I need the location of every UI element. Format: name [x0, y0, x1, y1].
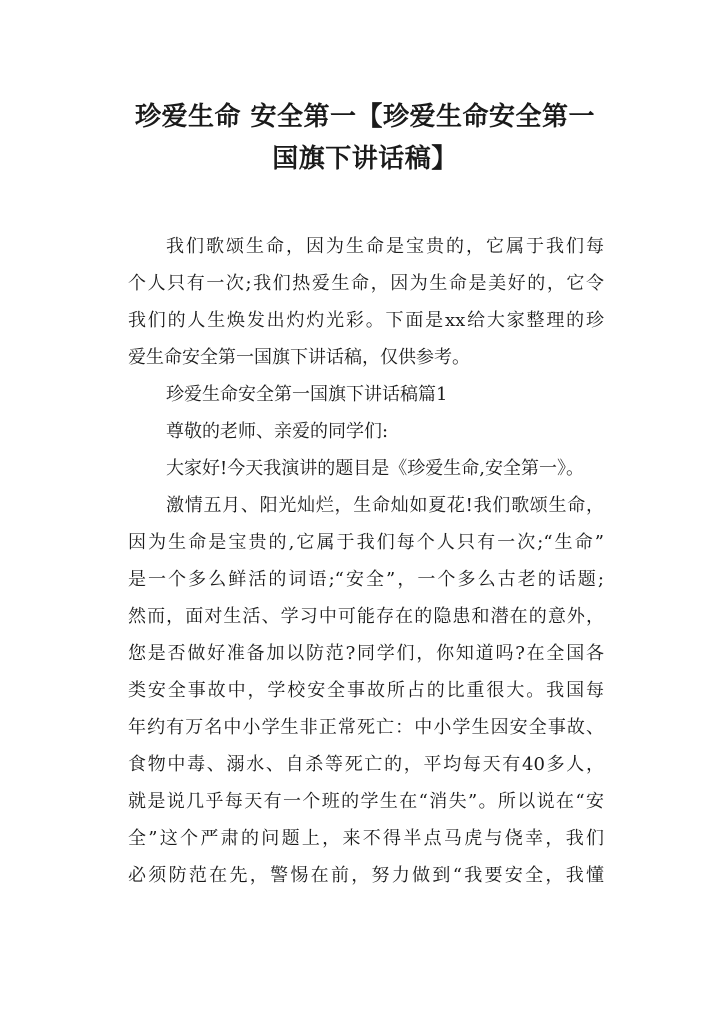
paragraph-line: 我们歌颂生命，因为生命是宝贵的，它属于我们每 [166, 236, 604, 257]
paragraph-line: 食物中毒、溺水、自杀等死亡的，平均每天有40多人， [128, 754, 604, 775]
paragraph-line: 是一个多么鲜活的词语;“安全”，一个多么古老的话题; [128, 569, 604, 590]
paragraph-line: 个人只有一次;我们热爱生命，因为生命是美好的，它令 [128, 273, 604, 294]
paragraph-line: 激情五月、阳光灿烂，生命灿如夏花!我们歌颂生命， [166, 495, 604, 516]
title-line: 珍爱生命 安全第一【珍爱生命安全第一 [134, 102, 596, 132]
paragraph-line: 全”这个严肃的问题上，来不得半点马虎与侥幸，我们 [128, 828, 604, 849]
paragraph-line: 类安全事故中，学校安全事故所占的比重很大。我国每 [128, 680, 604, 701]
paragraph-line: 就是说几乎每天有一个班的学生在“消失”。所以说在“安 [128, 791, 604, 812]
paragraph-line: 您是否做好准备加以防范?同学们，你知道吗?在全国各 [128, 643, 604, 664]
paragraph-line: 年约有万名中小学生非正常死亡：中小学生因安全事故、 [128, 717, 604, 738]
salutation: 尊敬的老师、亲爱的同学们: [166, 421, 389, 442]
paragraph-line: 大家好!今天我演讲的题目是《珍爱生命,安全第一》。 [166, 458, 584, 479]
paragraph-line: 爱生命安全第一国旗下讲话稿，仅供参考。 [128, 347, 470, 368]
section-heading: 珍爱生命安全第一国旗下讲话稿篇1 [166, 384, 448, 405]
title-line: 国旗下讲话稿】 [272, 144, 458, 174]
paragraph-line: 然而，面对生活、学习中可能存在的隐患和潜在的意外， [128, 606, 604, 627]
document-title [100, 96, 630, 180]
paragraph-line: 因为生命是宝贵的,它属于我们每个人只有一次;“生命” [128, 532, 604, 553]
paragraph-line: 我们的人生焕发出灼灼光彩。下面是xx给大家整理的珍 [128, 310, 604, 331]
paragraph-line: 必须防范在先，警惕在前，努力做到“我要安全，我懂 [128, 865, 604, 886]
document-body [128, 228, 604, 894]
